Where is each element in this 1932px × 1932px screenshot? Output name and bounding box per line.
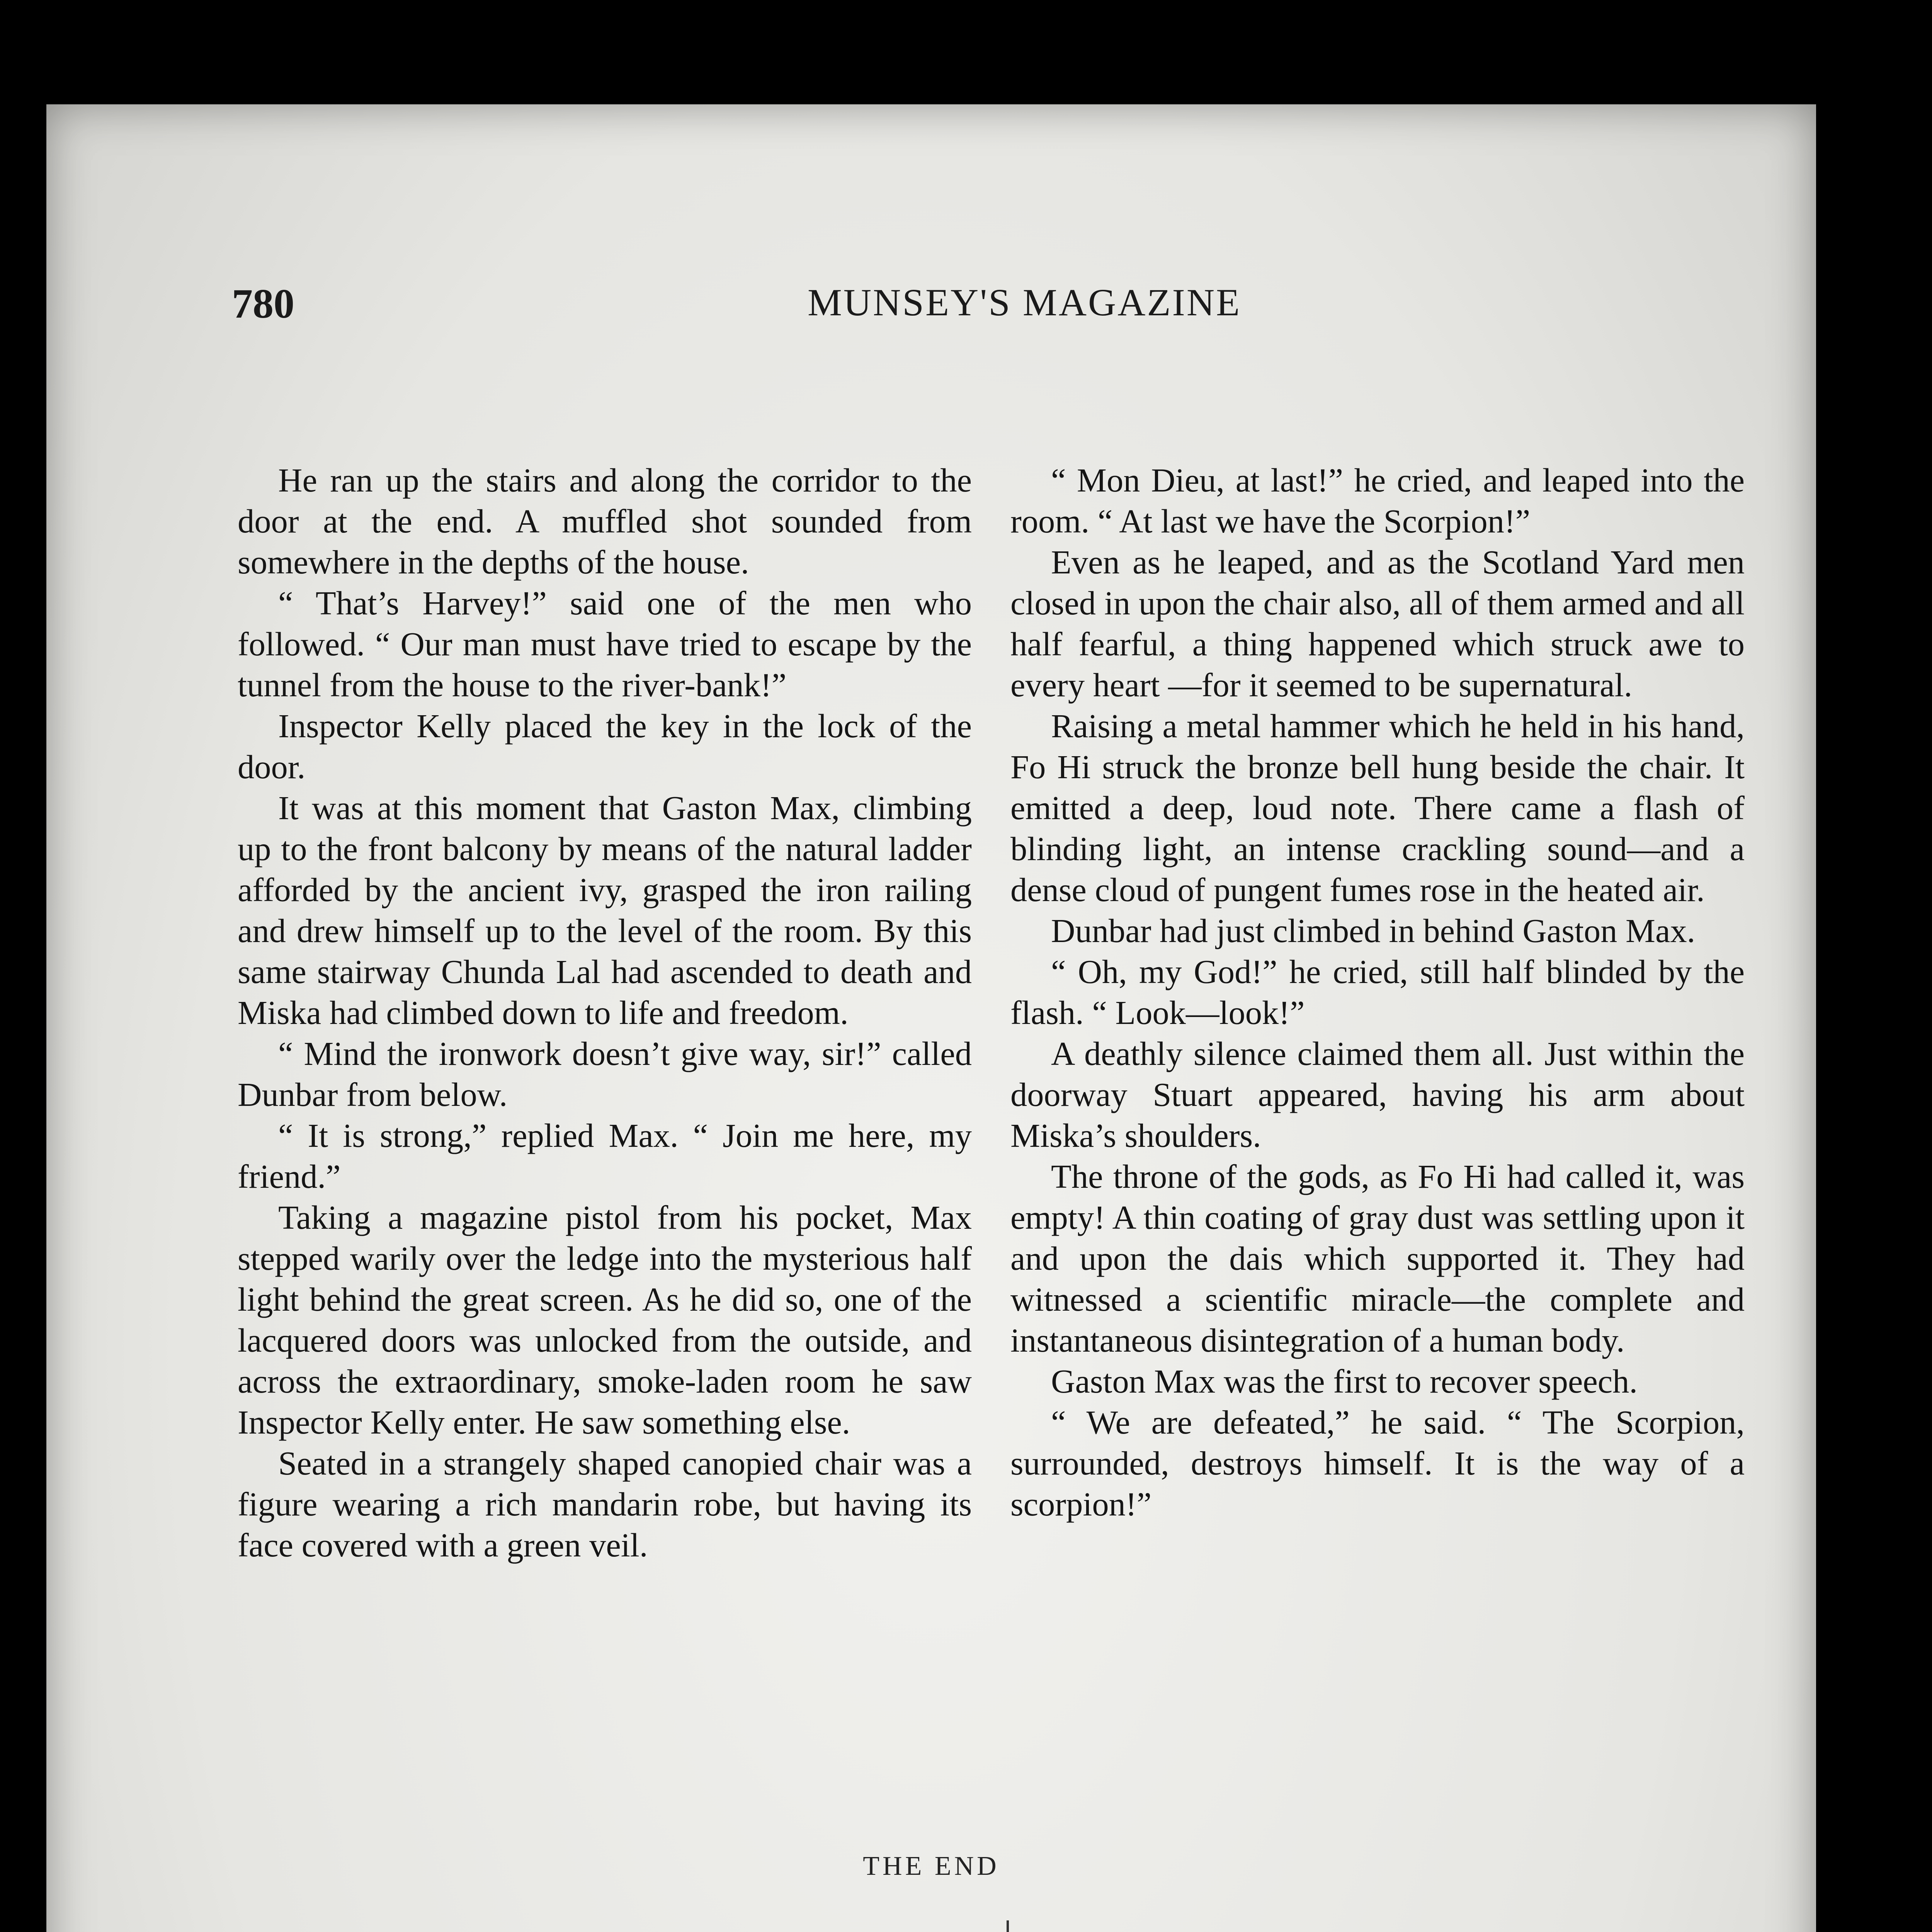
paragraph: Dunbar had just climbed in behind Gaston Max. <box>1051 912 1696 949</box>
paragraph: “ Mind the ironwork doesn’t give way, sir!” called Dunbar from below. <box>238 1035 972 1113</box>
paragraph: A deathly silence claimed them all. Just within the doorway Stuart appeared, having his arm about Miska’s shoulders. <box>1010 1035 1745 1154</box>
divider-ornament <box>1007 1920 1009 1932</box>
left-column <box>238 460 972 1566</box>
paragraph: “ That’s Harvey!” said one of the men who followed. “ Our man must have tried to escape by the tunnel from the house to the river-bank!” <box>238 585 972 704</box>
paragraph: Raising a metal hammer which he held in his hand, Fo Hi struck the bronze bell hung beside the chair. It emitted a deep, loud note. There came a flash of blinding light, an intense crackling sound—and a dense cloud of pungent fumes rose in the heated air. <box>1010 707 1745 908</box>
page-number: 780 <box>232 281 294 327</box>
page-header <box>232 280 1739 334</box>
right-column <box>1010 460 1745 1525</box>
magazine-page <box>46 104 1816 1932</box>
paragraph: Inspector Kelly placed the key in the lock of the door. <box>238 707 972 786</box>
paragraph: “ Mon Dieu, at last!” he cried, and leaped into the room. “ At last we have the Scorpion!” <box>1010 462 1745 540</box>
paragraph: It was at this moment that Gaston Max, climbing up to the front balcony by means of the natural ladder afforded by the ancient ivy, grasped the iron railing and drew himself up to the level of the room. By this same stairway Chunda Lal had ascended to death and Miska had climbed down to life and freedom. <box>238 789 972 1031</box>
paragraph: The throne of the gods, as Fo Hi had called it, was empty! A thin coating of gray dust was settling upon it and upon the dais which supported it. They had witnessed a scientific miracle—the complete and instantaneous disintegration of a human body. <box>1010 1158 1745 1359</box>
paragraph: Even as he leaped, and as the Scotland Yard men closed in upon the chair also, all of them armed and all half fearful, a thing happened which struck awe to every heart —for it seemed to be supernatural. <box>1010 544 1745 704</box>
paragraph: He ran up the stairs and along the corridor to the door at the end. A muffled shot sounded from somewhere in the depths of the house. <box>238 462 972 581</box>
paragraph: “ Oh, my God!” he cried, still half blinded by the flash. “ Look—look!” <box>1010 953 1745 1031</box>
running-title: MUNSEY'S MAGAZINE <box>808 281 1242 324</box>
paragraph: “ We are defeated,” he said. “ The Scorpion, surrounded, destroys himself. It is the way of a scorpion!” <box>1010 1404 1745 1523</box>
paragraph: Gaston Max was the first to recover speech. <box>1051 1363 1638 1400</box>
paragraph: “ It is strong,” replied Max. “ Join me here, my friend.” <box>238 1117 972 1195</box>
the-end-label: THE END <box>863 1851 1000 1881</box>
paragraph: Seated in a strangely shaped canopied chair was a figure wearing a rich mandarin robe, but having its face covered with a green veil. <box>238 1445 972 1564</box>
paragraph: Taking a magazine pistol from his pocket, Max stepped warily over the ledge into the mysterious half light behind the great screen. As he did so, one of the lacquered doors was unlocked from the outside, and across the extraordinary, smoke-laden room he saw Inspector Kelly enter. He saw something else. <box>238 1199 972 1441</box>
